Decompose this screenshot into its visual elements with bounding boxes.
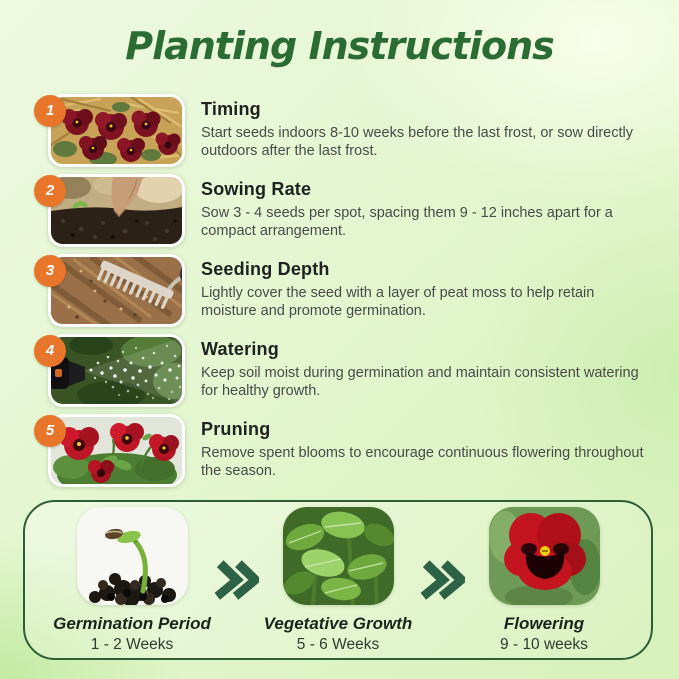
step-heading: Timing xyxy=(201,98,261,119)
seedling-illustration xyxy=(77,507,188,605)
step-number-badge: 1 xyxy=(34,95,66,127)
step-description: Remove spent blooms to encourage continuous flowering throughout the season. xyxy=(201,444,644,480)
step-number-badge: 2 xyxy=(34,175,66,207)
step-row-pruning xyxy=(45,414,679,487)
hand-planting-photo xyxy=(48,174,185,247)
step-row-watering xyxy=(45,334,679,407)
growth-timeline-panel xyxy=(23,500,653,660)
dark-red-pansies-photo xyxy=(48,94,185,167)
step-heading: Pruning xyxy=(201,418,271,439)
step-3-image-wrap xyxy=(45,254,185,327)
pansy-flower-photo xyxy=(489,507,600,605)
double-chevron-icon xyxy=(417,558,465,602)
water-spray-photo xyxy=(48,334,185,407)
page-title: Planting Instructions xyxy=(125,24,554,68)
rake-illustration xyxy=(51,257,182,324)
stage-duration: 5 - 6 Weeks xyxy=(296,635,380,653)
step-2-image-wrap xyxy=(45,174,185,247)
step-heading: Watering xyxy=(201,338,279,359)
pansy-blooms-photo xyxy=(48,414,185,487)
foliage-illustration xyxy=(283,507,394,605)
step-description: Start seeds indoors 8-10 weeks before the last frost, or sow directly outdoors after the last frost. xyxy=(201,124,633,160)
step-row-timing xyxy=(45,94,679,167)
step-4-image-wrap xyxy=(45,334,185,407)
step-number-badge: 4 xyxy=(34,335,66,367)
pansy-blooms-illustration xyxy=(51,417,182,484)
seedling-photo xyxy=(77,507,188,605)
stage-germination xyxy=(53,507,211,654)
step-row-sowing-rate xyxy=(45,174,679,247)
hand-planting-illustration xyxy=(51,177,182,244)
step-description: Lightly cover the seed with a layer of peat moss to help retain moisture and promote germination. xyxy=(201,284,595,320)
rake-soil-photo xyxy=(48,254,185,327)
pansies-illustration xyxy=(51,97,182,164)
stage-vegetative xyxy=(259,507,417,654)
stage-label: Vegetative Growth xyxy=(263,613,413,633)
stage-duration: 1 - 2 Weeks xyxy=(90,635,174,653)
foliage-photo xyxy=(283,507,394,605)
step-heading: Sowing Rate xyxy=(201,178,312,199)
step-1-image-wrap xyxy=(45,94,185,167)
step-number-badge: 5 xyxy=(34,415,66,447)
stage-label: Germination Period xyxy=(53,613,211,633)
step-description: Sow 3 - 4 seeds per spot, spacing them 9 - 12 inches apart for a compact arrangement. xyxy=(201,204,613,240)
water-spray-illustration xyxy=(51,337,182,404)
step-heading: Seeding Depth xyxy=(201,258,330,279)
step-5-image-wrap xyxy=(45,414,185,487)
stage-flowering xyxy=(465,507,623,654)
pansy-flower-illustration xyxy=(489,507,600,605)
stage-duration: 9 - 10 weeks xyxy=(500,635,588,653)
step-description: Keep soil moist during germination and maintain consistent watering for healthy growth. xyxy=(201,364,639,400)
step-row-seeding-depth xyxy=(45,254,679,327)
stage-label: Flowering xyxy=(503,613,585,633)
double-chevron-icon xyxy=(211,558,259,602)
step-number-badge: 3 xyxy=(34,255,66,287)
steps-list xyxy=(0,94,679,487)
